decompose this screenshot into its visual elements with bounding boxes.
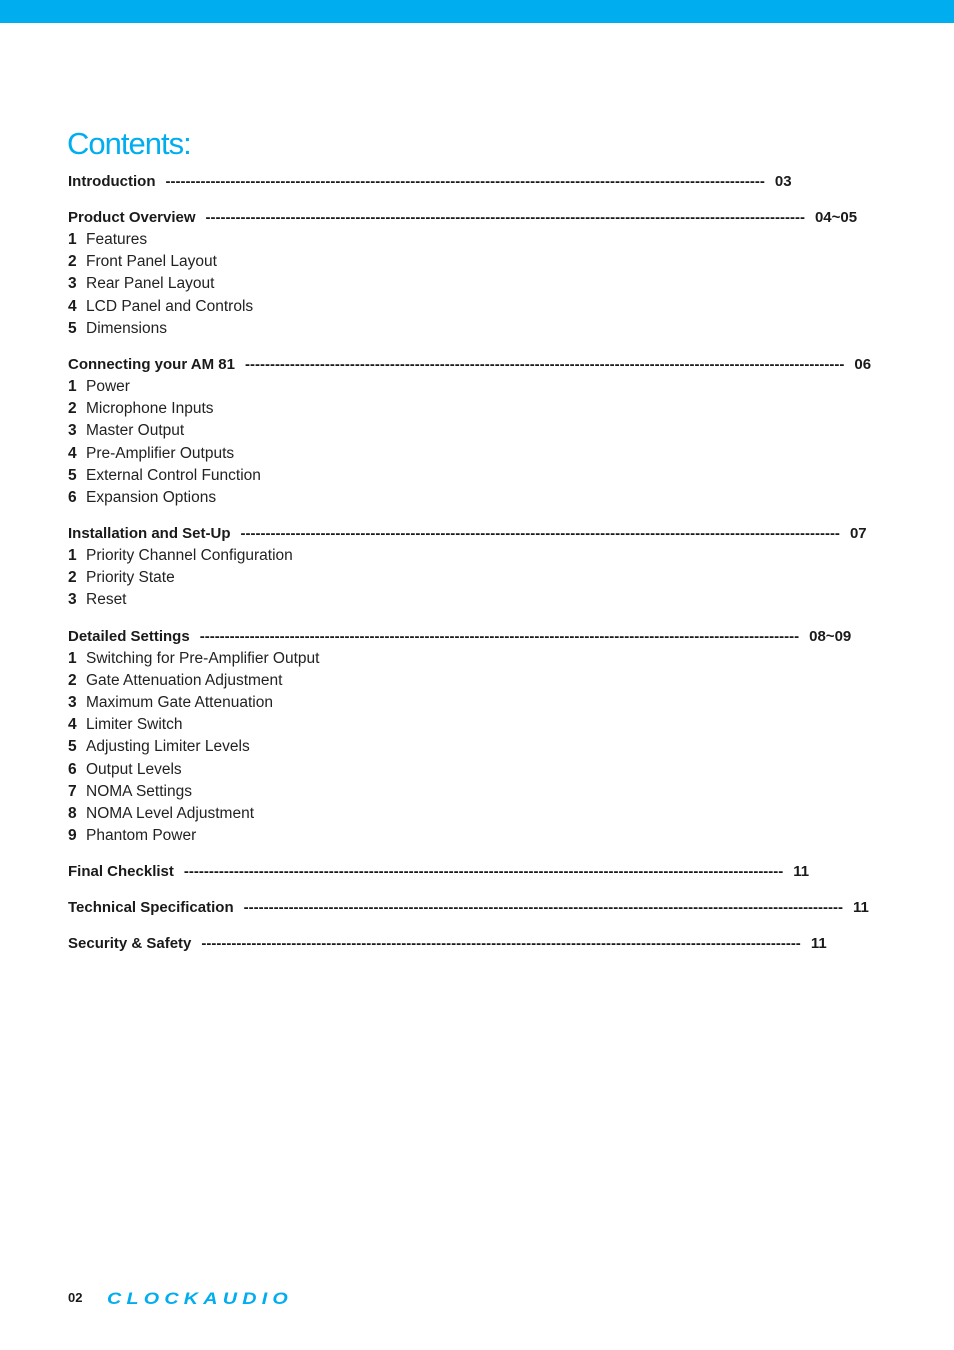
toc-item-number: 8 (68, 804, 77, 822)
toc-dash-leader: ------------------------------------------------------------------------------------------------------------------------ (199, 627, 800, 645)
toc-item-label: External Control Function (86, 466, 261, 484)
toc-section (68, 861, 810, 883)
toc-item-label: Microphone Inputs (86, 400, 214, 418)
toc-item[interactable] (68, 759, 445, 781)
top-accent-bar (0, 0, 954, 23)
toc-item-label: Expansion Options (86, 488, 217, 506)
toc-item[interactable] (68, 648, 445, 670)
toc-item[interactable] (68, 736, 445, 758)
toc-item-number: 4 (68, 716, 77, 734)
toc-item-number: 5 (68, 466, 77, 484)
toc-section (68, 171, 792, 193)
toc-item[interactable] (68, 273, 445, 295)
toc-page-number: 11 (810, 935, 827, 953)
toc-section (68, 354, 872, 509)
toc-section-heading[interactable] (68, 933, 827, 955)
toc-item-label: NOMA Level Adjustment (86, 804, 254, 822)
logo-wordmark: CLOCKAUDIO (107, 1289, 293, 1308)
toc-item-number: 2 (68, 253, 77, 271)
toc-dash-leader: ------------------------------------------------------------------------------------------------------------------------ (183, 863, 784, 881)
toc-item-label: NOMA Settings (86, 782, 192, 800)
toc-item-label: Priority Channel Configuration (86, 547, 293, 565)
toc-item-label: Phantom Power (86, 827, 197, 845)
toc-page-number: 04~05 (814, 209, 858, 226)
toc-item-number: 5 (68, 319, 77, 337)
toc-dash-leader: ------------------------------------------------------------------------------------------------------------------------ (201, 935, 801, 953)
toc-section-title: Installation and Set-Up (68, 525, 231, 543)
toc-section (68, 897, 869, 919)
toc-item-label: Switching for Pre-Amplifier Output (86, 649, 320, 667)
toc-section-heading[interactable] (68, 171, 792, 193)
toc-item-label: Rear Panel Layout (86, 275, 215, 293)
footer-page-number: 02 (68, 1290, 83, 1305)
toc-item[interactable] (68, 376, 445, 398)
toc-item-label: Front Panel Layout (86, 253, 217, 271)
toc-item[interactable] (68, 487, 445, 509)
toc-page-number: 07 (849, 525, 867, 543)
toc-item[interactable] (68, 714, 445, 736)
toc-dash-leader: ------------------------------------------------------------------------------------------------------------------------ (205, 209, 805, 226)
toc-item-number: 6 (68, 760, 77, 778)
toc-section-heading[interactable] (68, 354, 872, 376)
toc-item[interactable] (68, 398, 445, 420)
toc-section (68, 933, 827, 955)
toc-item-label: Features (86, 231, 148, 248)
table-of-contents (68, 171, 872, 969)
toc-item-label: LCD Panel and Controls (86, 297, 254, 315)
toc-item-number: 3 (68, 694, 77, 711)
toc-item[interactable] (68, 589, 445, 611)
toc-section-title: Introduction (68, 173, 156, 190)
toc-item-label: Maximum Gate Attenuation (86, 694, 273, 711)
toc-item-number: 4 (68, 444, 77, 462)
toc-item[interactable] (68, 443, 445, 465)
toc-item-number: 3 (68, 591, 77, 609)
toc-section-title: Detailed Settings (68, 627, 190, 645)
toc-dash-leader: ------------------------------------------------------------------------------------------------------------------------ (240, 525, 840, 543)
toc-section-title: Security & Safety (68, 935, 192, 953)
toc-item-label: Limiter Switch (86, 716, 183, 734)
toc-section (68, 207, 858, 340)
toc-item-number: 2 (68, 569, 77, 587)
toc-item-label: Reset (86, 591, 127, 609)
clockaudio-logo (107, 1288, 297, 1308)
toc-item-number: 9 (68, 827, 77, 845)
toc-item-label: Output Levels (86, 760, 182, 778)
toc-item[interactable] (68, 420, 445, 442)
page-title: Contents: (67, 126, 191, 161)
toc-item-number: 1 (68, 547, 77, 565)
toc-section-title: Product Overview (68, 209, 196, 226)
toc-item-number: 7 (68, 782, 77, 800)
toc-section-title: Connecting your AM 81 (68, 355, 235, 373)
toc-item[interactable] (68, 803, 445, 825)
toc-page-number: 03 (774, 173, 792, 190)
toc-item-number: 2 (68, 400, 77, 418)
toc-section (68, 626, 852, 848)
toc-page-number: 08~09 (809, 627, 852, 645)
toc-item[interactable] (68, 545, 445, 567)
toc-section-title: Technical Specification (68, 899, 234, 917)
toc-item[interactable] (68, 567, 445, 589)
toc-item[interactable] (68, 781, 445, 803)
toc-section-heading[interactable] (68, 861, 810, 883)
toc-item[interactable] (68, 825, 445, 847)
toc-item-number: 1 (68, 377, 77, 395)
toc-section-heading[interactable] (68, 523, 867, 545)
toc-item-label: Dimensions (86, 319, 167, 337)
toc-item-number: 2 (68, 671, 77, 689)
toc-item-label: Priority State (86, 569, 175, 587)
toc-item-label: Pre-Amplifier Outputs (86, 444, 235, 462)
toc-item[interactable] (68, 692, 445, 714)
toc-dash-leader: ------------------------------------------------------------------------------------------------------------------------ (165, 173, 765, 190)
toc-item-label: Master Output (86, 422, 185, 440)
toc-item-label: Gate Attenuation Adjustment (86, 671, 283, 689)
toc-item[interactable] (68, 229, 445, 251)
toc-item[interactable] (68, 670, 445, 692)
toc-page-number: 06 (854, 355, 872, 373)
toc-item-label: Power (86, 377, 130, 395)
toc-section-heading[interactable] (68, 207, 858, 229)
toc-item-number: 4 (68, 297, 77, 315)
toc-section-title: Final Checklist (68, 863, 174, 881)
toc-page-number: 11 (853, 899, 869, 917)
toc-dash-leader: ------------------------------------------------------------------------------------------------------------------------ (244, 355, 845, 373)
toc-item-number: 5 (68, 738, 77, 756)
toc-item-label: Adjusting Limiter Levels (86, 738, 250, 756)
toc-item-number: 1 (68, 231, 77, 248)
toc-item-number: 3 (68, 422, 77, 440)
toc-item[interactable] (68, 296, 445, 318)
toc-section-heading[interactable] (68, 626, 852, 648)
toc-item-number: 6 (68, 488, 77, 506)
toc-item-number: 1 (68, 649, 77, 667)
toc-item[interactable] (68, 318, 445, 340)
toc-page-number: 11 (793, 863, 810, 881)
toc-section (68, 523, 867, 612)
toc-item[interactable] (68, 251, 445, 273)
toc-section-heading[interactable] (68, 897, 869, 919)
toc-item-number: 3 (68, 275, 77, 293)
toc-item[interactable] (68, 465, 445, 487)
toc-dash-leader: ------------------------------------------------------------------------------------------------------------------------ (243, 899, 844, 917)
